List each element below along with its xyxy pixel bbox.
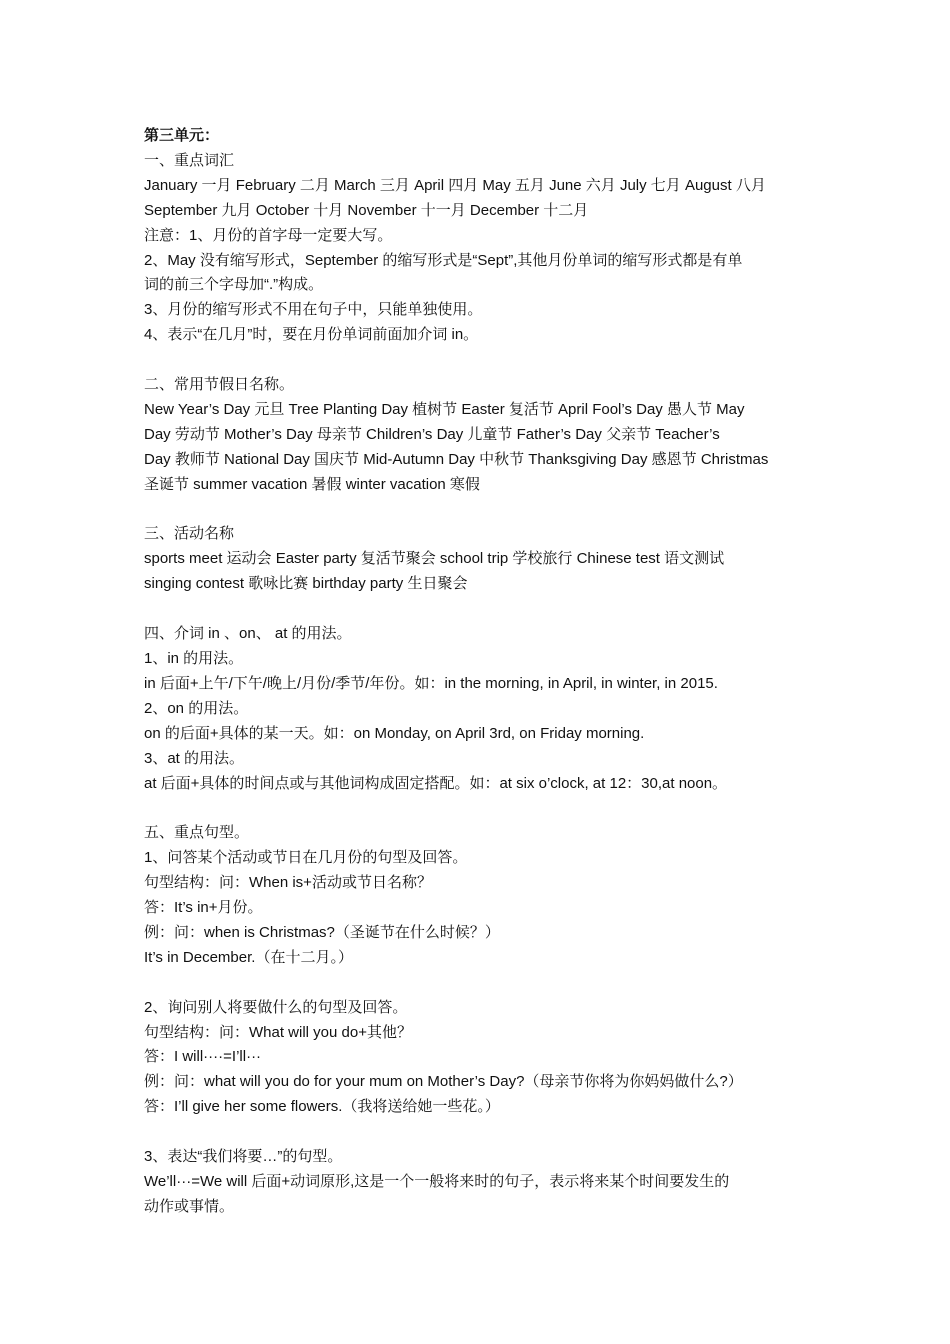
text-line: 答：I’ll give her some flowers.（我将送给她一些花。） [144, 1098, 500, 1116]
text-line: 圣诞节 summer vacation 暑假 winter vacation 寒假 [144, 475, 480, 493]
text-line: January 一月 February 二月 March 三月 April 四月 May 五月 June 六月 July 七月 August 八月 [144, 176, 766, 194]
text-line: singing contest 歌咏比赛 birthday party 生日聚会 [144, 575, 468, 593]
text-line: 例：问：what will you do for your mum on Mother’s Day?（母亲节你将为你妈妈做什么?） [144, 1073, 743, 1091]
text-line: We’ll···=We will 后面+动词原形,这是一个一般将来时的句子，表示将来某个时间要发生的 [144, 1172, 730, 1190]
blank-line [144, 498, 810, 523]
text-line: 3、月份的缩写形式不用在句子中，只能单独使用。 [144, 301, 483, 319]
text-line: 句型结构：问：What will you do+其他？ [144, 1023, 412, 1041]
text-line: 2、询问别人将要做什么的句型及回答。 [144, 998, 408, 1016]
blank-line [144, 796, 810, 821]
text-line: on 的后面+具体的某一天。如：on Monday, on April 3rd, on Friday morning. [144, 724, 645, 742]
section-heading-holidays: 二、常用节假日名称。 [144, 376, 295, 394]
blank-line [144, 1120, 810, 1145]
text-line: Day 劳动节 Mother’s Day 母亲节 Children’s Day 儿童节 Father’s Day 父亲节 Teacher’s [144, 425, 720, 443]
text-line: sports meet 运动会 Easter party 复活节聚会 school trip 学校旅行 Chinese test 语文测试 [144, 550, 725, 568]
text-line: 2、May 没有缩写形式，September 的缩写形式是“Sept”,其他月份单词的缩写形式都是有单 [144, 251, 743, 269]
text-line: 4、表示“在几月”时，要在月份单词前面加介词 in。 [144, 326, 479, 344]
text-line: It’s in December.（在十二月。） [144, 948, 353, 966]
text-line: at 后面+具体的时间点或与其他词构成固定搭配。如：at six o’clock, at 12：30,at noon。 [144, 774, 728, 792]
text-line: Day 教师节 National Day 国庆节 Mid-Autumn Day 中秋节 Thanksgiving Day 感恩节 Christmas [144, 450, 769, 468]
section-heading-prepositions: 四、介词 in 、on、 at 的用法。 [144, 625, 352, 643]
text-line: 注意：1、月份的首字母一定要大写。 [144, 226, 393, 244]
text-line: New Year’s Day 元旦 Tree Planting Day 植树节 Easter 复活节 April Fool’s Day 愚人节 May [144, 400, 745, 418]
text-line: 句型结构：问：When is+活动或节日名称？ [144, 874, 432, 892]
text-line: 答：I will····=I’ll··· [144, 1048, 262, 1066]
blank-line [144, 597, 810, 622]
blank-line [144, 348, 810, 373]
section-heading-sentence-patterns: 五、重点句型。 [144, 824, 250, 842]
text-line: 例：问：when is Christmas?（圣诞节在什么时候？） [144, 923, 500, 941]
text-line: 3、表达“我们将要…”的句型。 [144, 1148, 343, 1166]
text-line: 1、in 的用法。 [144, 649, 244, 667]
text-line: 词的前三个字母加“.”构成。 [144, 276, 324, 294]
text-line: in 后面+上午/下午/晚上/月份/季节/年份。如：in the morning, in April, in winter, in 2015. [144, 674, 718, 692]
text-line: September 九月 October 十月 November 十一月 December 十二月 [144, 201, 589, 219]
text-line: 答：It’s in+月份。 [144, 899, 263, 917]
section-heading-vocabulary: 一、重点词汇 [144, 151, 235, 169]
blank-line [144, 971, 810, 996]
unit-title: 第三单元： [144, 127, 220, 144]
document-page [144, 124, 810, 1220]
section-heading-activities: 三、活动名称 [144, 525, 235, 543]
text-line: 3、at 的用法。 [144, 749, 245, 767]
text-line: 动作或事情。 [144, 1197, 235, 1215]
text-line: 2、on 的用法。 [144, 699, 249, 717]
text-line: 1、问答某个活动或节日在几月份的句型及回答。 [144, 849, 468, 867]
